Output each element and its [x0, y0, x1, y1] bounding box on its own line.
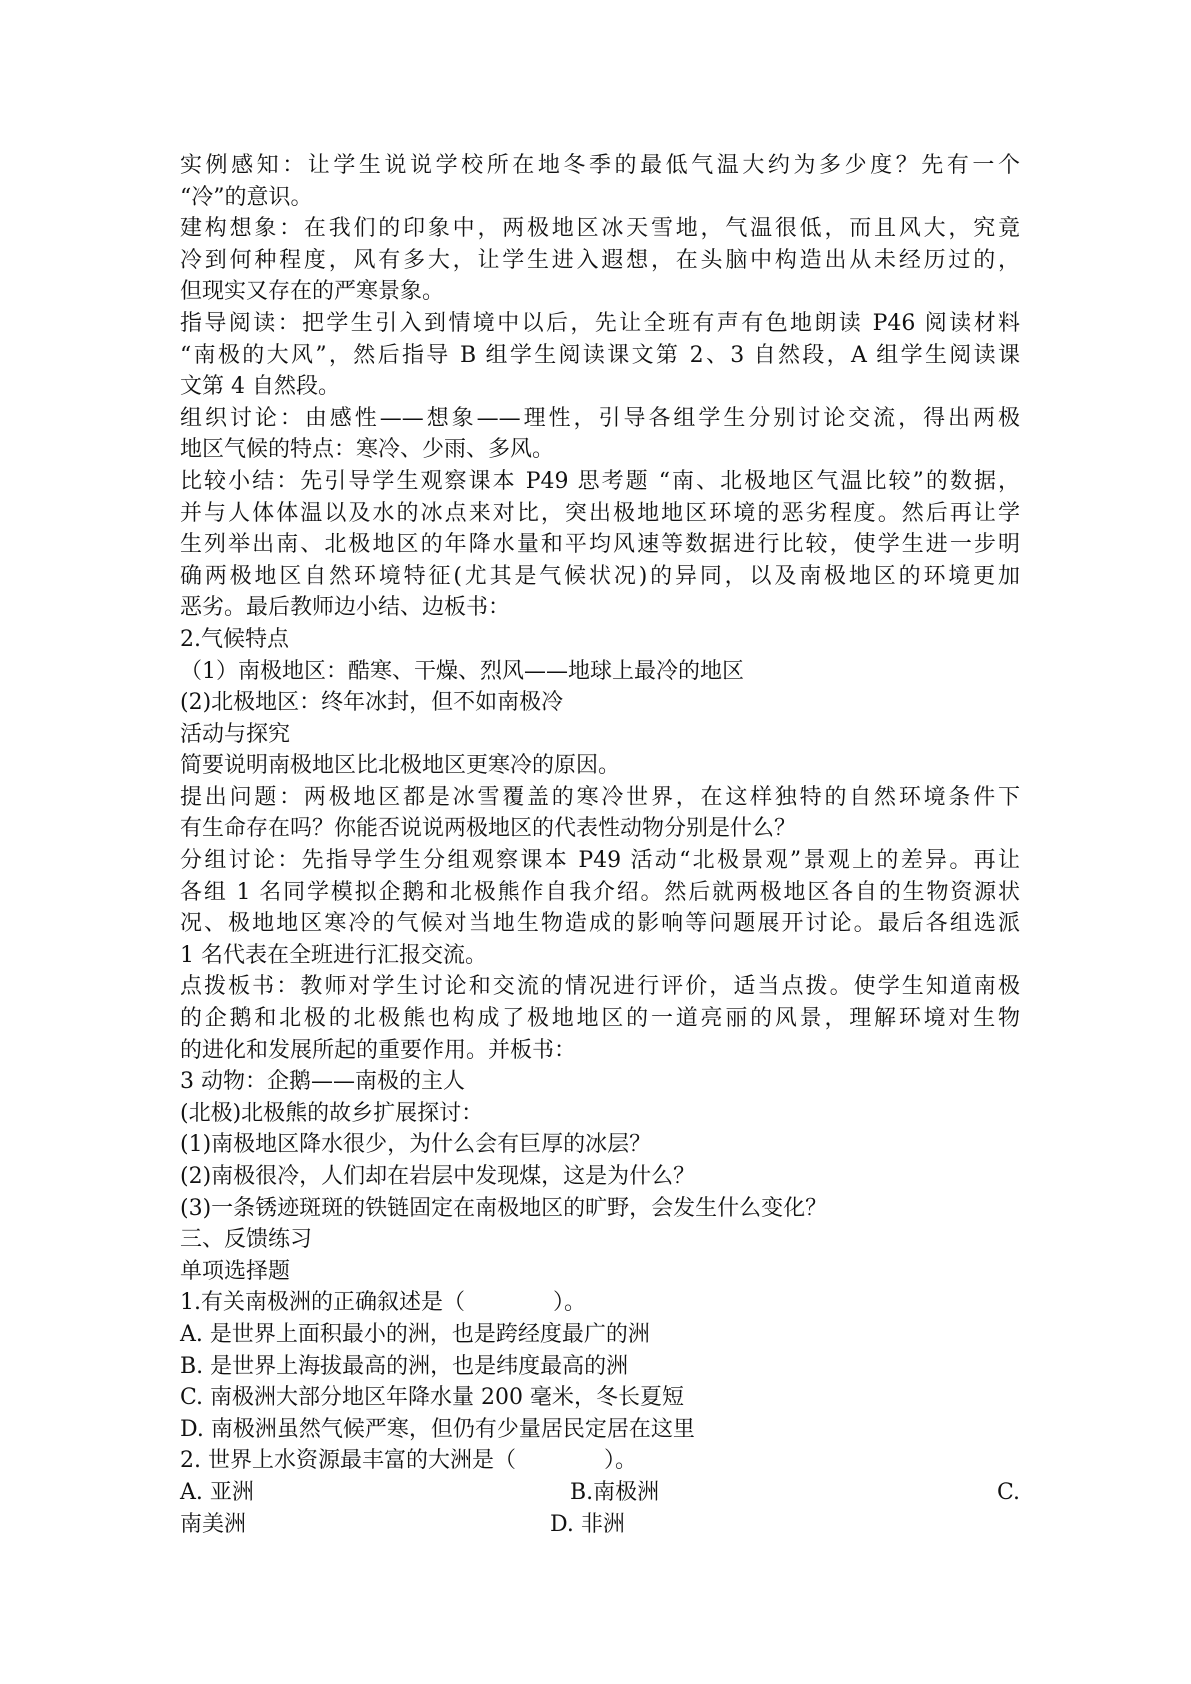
paragraph-line: 生列举出南、北极地区的年降水量和平均风速等数据进行比较，使学生进一步明 [180, 532, 1020, 558]
option-c-label: C. [996, 1479, 1020, 1505]
option-b: B.南极洲 [570, 1479, 660, 1505]
option-a: A. 亚洲 [180, 1479, 254, 1505]
paragraph-line: 简要说明南极地区比北极地区更寒冷的原因。 [180, 753, 621, 779]
paragraph-line: 恶劣。最后教师边小结、边板书： [180, 595, 511, 621]
paragraph-line: 1 名代表在全班进行汇报交流。 [180, 942, 487, 968]
option-c-text: 南美洲 [180, 1511, 247, 1537]
paragraph-line: 的企鹅和北极的北极熊也构成了极地地区的一道亮丽的风景，理解环境对生物 [180, 1006, 1020, 1032]
paragraph-line: 况、极地地区寒冷的气候对当地生物造成的影响等问题展开讨论。最后各组选派 [180, 911, 1020, 937]
paragraph-line: 点拨板书：教师对学生讨论和交流的情况进行评价，适当点拨。使学生知道南极 [180, 974, 1020, 1000]
paragraph-line: 文第 4 自然段。 [180, 374, 340, 400]
option-d: D. 非洲 [550, 1511, 625, 1537]
question-line: 1.有关南极洲的正确叙述是（ ）。 [180, 1290, 586, 1316]
paragraph-line: 冷到何种程度，风有多大，让学生进入遐想，在头脑中构造出从未经历过的， [180, 247, 1020, 273]
paragraph-line: 建构想象：在我们的印象中，两极地区冰天雪地，气温很低，而且风大，究竟 [180, 216, 1020, 242]
section-heading: 活动与探究 [180, 721, 291, 747]
paragraph-line: 但现实又存在的严寒景象。 [180, 279, 445, 305]
paragraph-line: (2)南极很冷，人们却在岩层中发现煤，这是为什么？ [180, 1164, 696, 1189]
paragraph-line: “冷”的意识。 [180, 184, 313, 210]
paragraph-line: 比较小结：先引导学生观察课本 P49 思考题 “南、北极地区气温比较”的数据， [180, 468, 1020, 494]
paragraph-line: 各组 1 名同学模拟企鹅和北极熊作自我介绍。然后就两极地区各自的生物资源状 [180, 879, 1020, 905]
paragraph-line: “南极的大风”，然后指导 B 组学生阅读课文第 2、3 自然段，A 组学生阅读课 [180, 342, 1020, 368]
paragraph-line: 并与人体体温以及水的冰点来对比，突出极地地区环境的恶劣程度。然后再让学 [180, 500, 1020, 526]
paragraph-line: 确两极地区自然环境特征(尤其是气候状况)的异同，以及南极地区的环境更加 [180, 563, 1020, 589]
paragraph-line: 3 动物：企鹅——南极的主人 [180, 1069, 465, 1095]
paragraph-line: (1)南极地区降水很少，为什么会有巨厚的冰层？ [180, 1132, 652, 1158]
option-line: B. 是世界上海拔最高的洲，也是纬度最高的洲 [180, 1353, 629, 1379]
paragraph-line: 实例感知：让学生说说学校所在地冬季的最低气温大约为多少度？先有一个 [180, 153, 1020, 178]
paragraph-line: 地区气候的特点：寒冷、少雨、多风。 [180, 437, 555, 463]
paragraph-line: 提出问题：两极地区都是冰雪覆盖的寒冷世界，在这样独特的自然环境条件下 [180, 784, 1020, 810]
paragraph-line: （1）南极地区：酷寒、干燥、烈风——地球上最冷的地区 [180, 658, 744, 684]
paragraph-line: (北极)北极熊的故乡扩展探讨： [180, 1100, 484, 1126]
option-line: C. 南极洲大部分地区年降水量 200 毫米，冬长夏短 [180, 1385, 685, 1411]
section-heading: 三、反馈练习 [180, 1227, 313, 1253]
section-heading: 2.气候特点 [180, 626, 289, 652]
paragraph-line: 有生命存在吗？你能否说说两极地区的代表性动物分别是什么？ [180, 816, 797, 842]
document-body [180, 150, 1020, 1540]
option-line: A. 是世界上面积最小的洲，也是跨经度最广的洲 [180, 1321, 650, 1347]
paragraph-line: 分组讨论：先指导学生分组观察课本 P49 活动“北极景观”景观上的差异。再让 [180, 848, 1020, 874]
paragraph-line: (2)北极地区：终年冰封，但不如南极冷 [180, 690, 564, 716]
paragraph-line: 组织讨论：由感性——想象——理性，引导各组学生分别讨论交流，得出两极 [180, 405, 1020, 431]
choice-row [180, 1509, 1020, 1541]
option-line: D. 南极洲虽然气候严寒，但仍有少量居民定居在这里 [180, 1416, 695, 1442]
question-line: 2. 世界上水资源最丰富的大洲是（ ）。 [180, 1448, 637, 1474]
paragraph-line: 的进化和发展所起的重要作用。并板书： [180, 1037, 577, 1063]
paragraph-line: (3)一条锈迹斑斑的铁链固定在南极地区的旷野，会发生什么变化？ [180, 1195, 828, 1221]
choice-row [180, 1477, 1020, 1509]
section-heading: 单项选择题 [180, 1258, 291, 1284]
paragraph-line: 指导阅读：把学生引入到情境中以后，先让全班有声有色地朗读 P46 阅读材料 [180, 310, 1020, 336]
